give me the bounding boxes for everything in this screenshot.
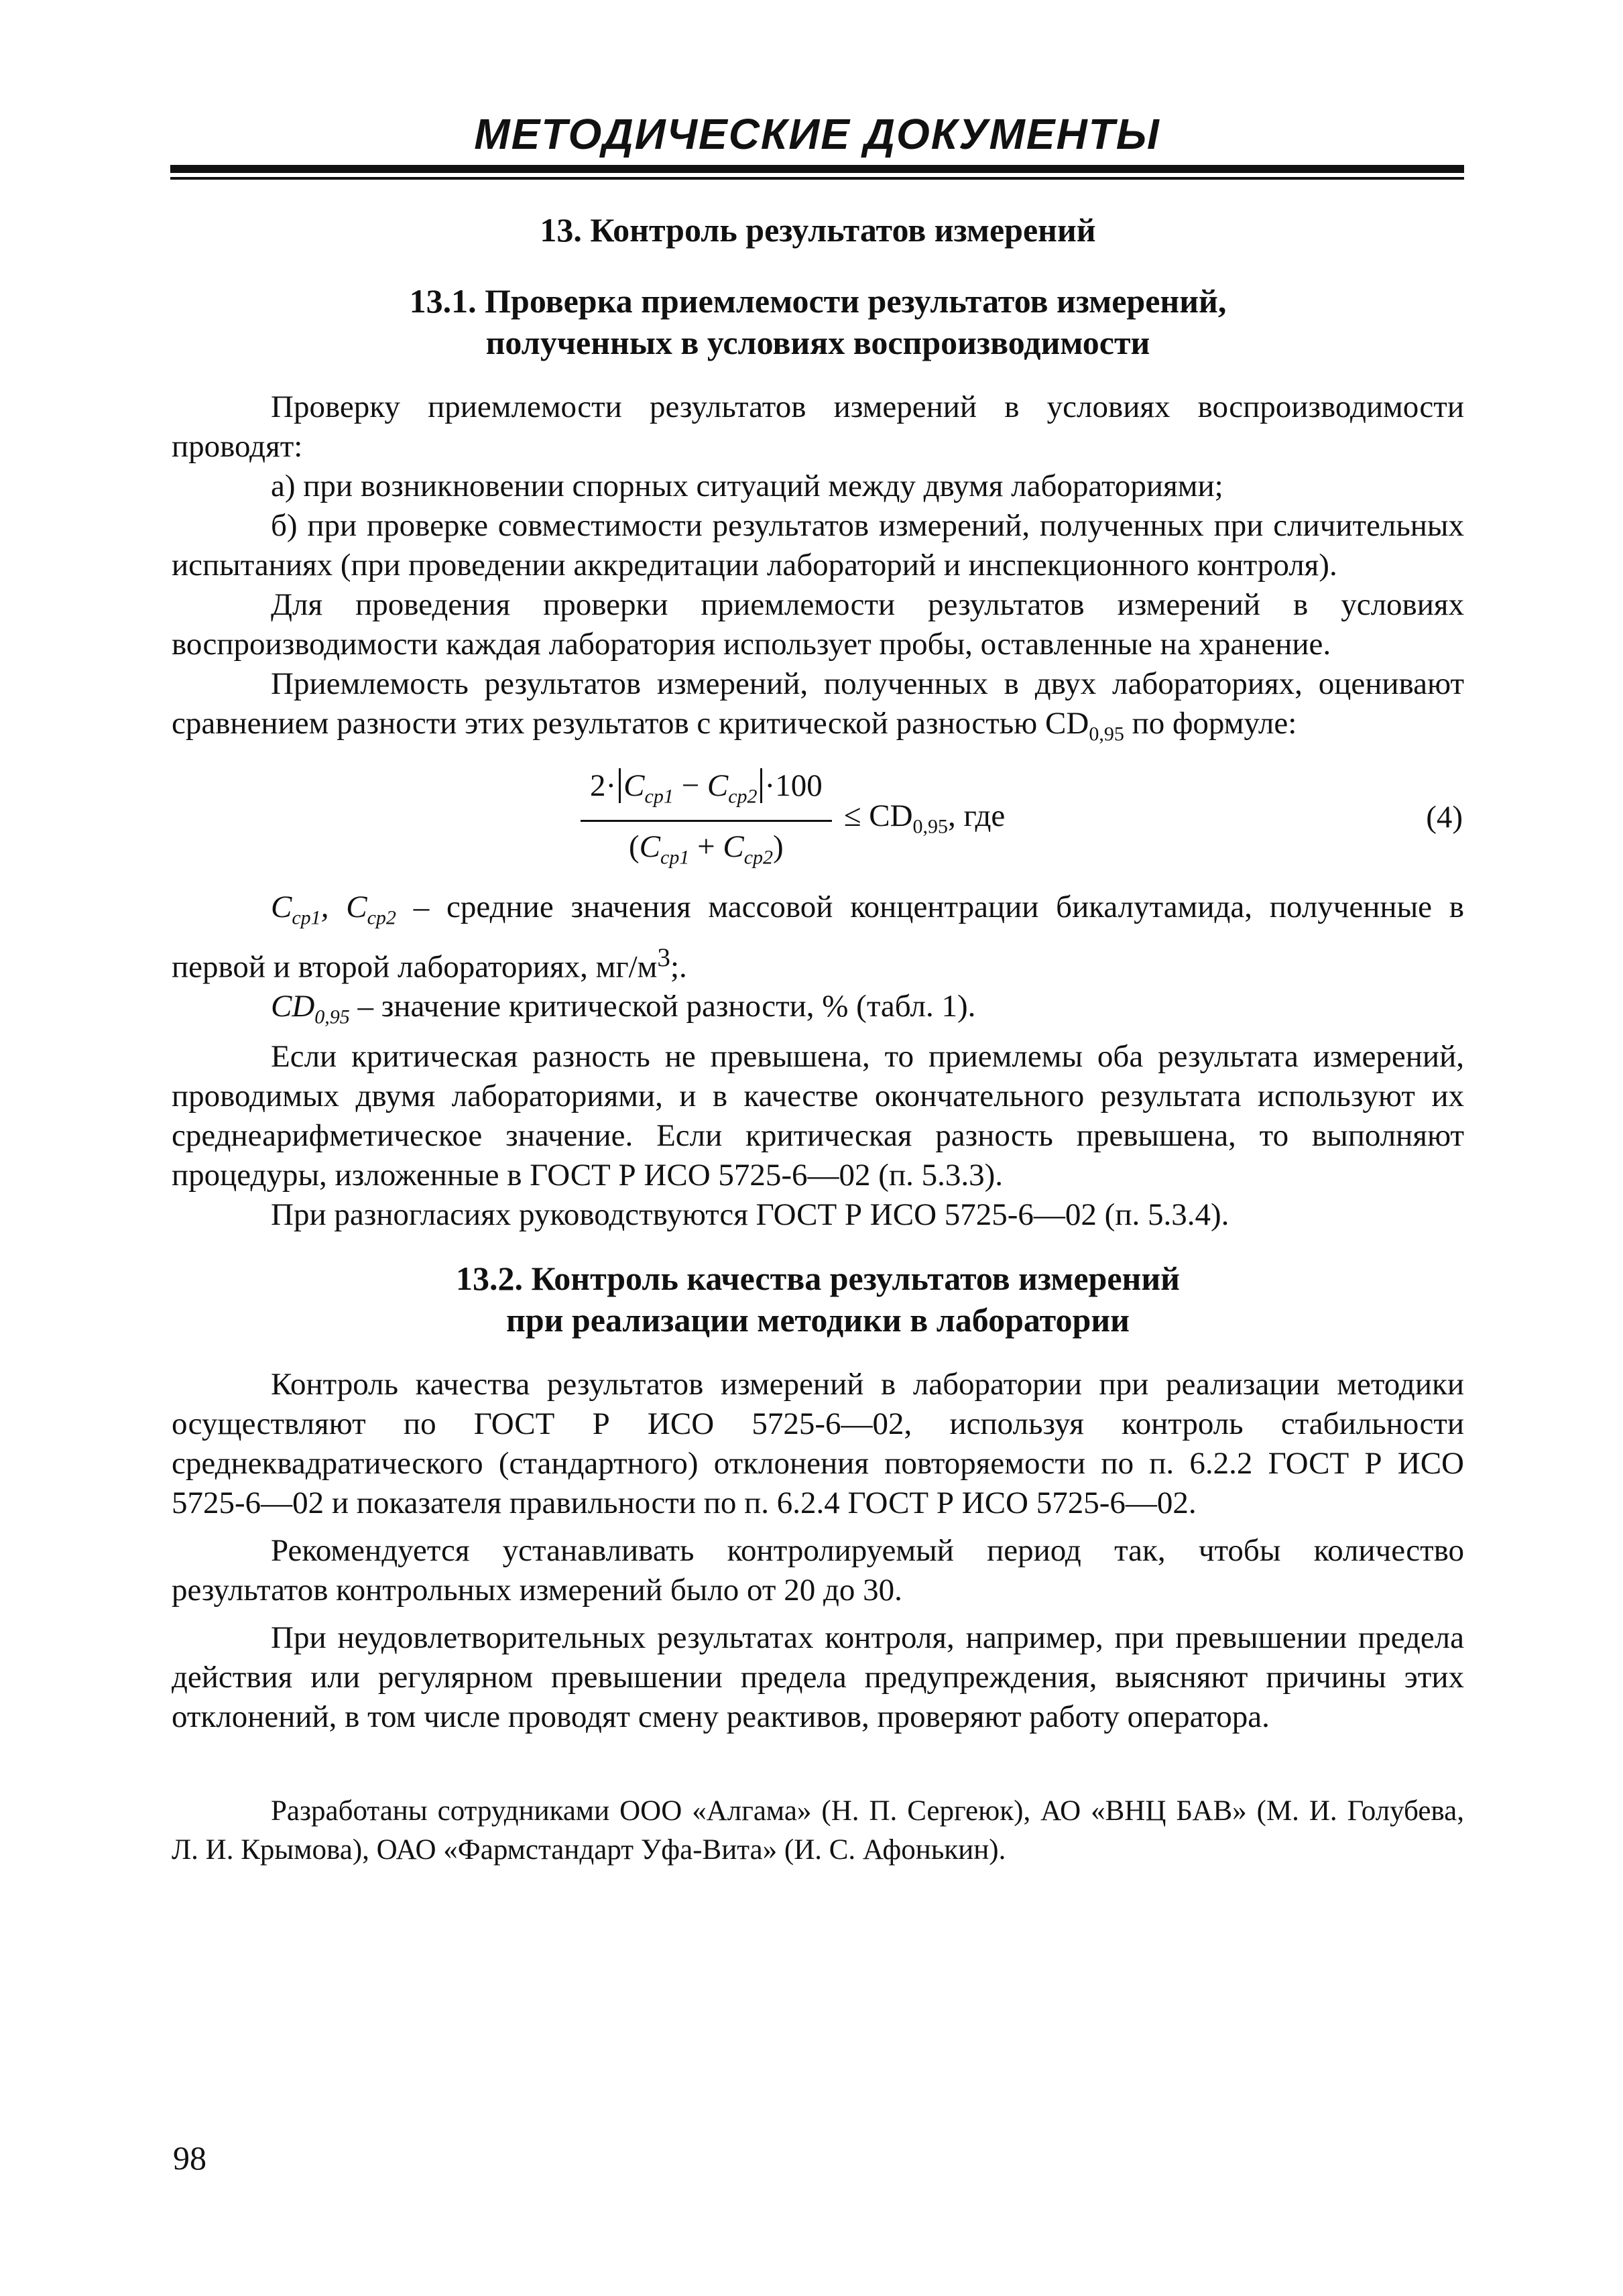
paragraph: Если критическая разность не превышена, то приемлемы оба результата измерений, проводимых двумя лабораториями, и в качестве окончательного результата используют их среднеарифметическое значение. Если критическая разность превышена, то выполняют процедуры, изложенные в ГОСТ Р ИСО 5725-6—02 (п. 5.3.3). xyxy=(172,1038,1464,1193)
operator: − xyxy=(673,768,707,803)
paragraph: Для проведения проверки приемлемости результатов измерений в условиях воспроизводимости каждая лаборатория использует пробы, оставленные на хранение. xyxy=(172,587,1464,662)
variable: C xyxy=(346,890,367,925)
section-13-1-heading-line2: полученных в условиях воспроизводимости xyxy=(485,324,1150,361)
text: ( xyxy=(629,829,640,864)
formula-fraction xyxy=(581,766,832,878)
subscript: cp2 xyxy=(367,906,396,929)
variable: CD xyxy=(271,989,315,1024)
formula-numerator xyxy=(581,766,832,822)
formula-inequality xyxy=(844,796,1006,846)
spacer xyxy=(172,1610,1464,1618)
definition-critical-difference xyxy=(172,987,1464,1036)
subscript: cp2 xyxy=(743,846,774,869)
section-13-2-heading-line2: при реализации методики в лаборатории xyxy=(506,1301,1130,1339)
page-content xyxy=(172,209,1464,1870)
page-number: 98 xyxy=(173,2139,206,2177)
spacer xyxy=(172,1235,1464,1258)
formula-denominator xyxy=(629,822,784,877)
page-header xyxy=(170,107,1464,180)
operator: + xyxy=(689,829,723,864)
text: – средние значения массовой концентрации бикалутамида, полученные в первой и второй лабораториях, мг/м xyxy=(172,890,1464,985)
text: 2· xyxy=(590,768,617,803)
subscript: cp1 xyxy=(292,906,321,929)
header-rule-thin xyxy=(170,177,1464,180)
variable: C xyxy=(639,829,661,864)
authors-note: Разработаны сотрудниками ООО «Алгама» (Н. П. Сергеюк), АО «ВНЦ БАВ» (М. И. Голубева, Л. И. Крымова), ОАО «Фармстандарт Уфа-Вита» (И. С. Афонькин). xyxy=(172,1795,1464,1866)
text: Приемлемость результатов измерений, полученных в двух лабораториях, оценивают сравнением разности этих результатов с критической разностью CD xyxy=(172,666,1464,741)
subscript: cp2 xyxy=(728,784,758,807)
subscript: cp1 xyxy=(644,784,674,807)
superscript: 3 xyxy=(657,943,670,972)
variable: C xyxy=(707,768,729,803)
paragraph: При неудовлетворительных результатах контроля, например, при превышении предела действия или регулярном превышении предела предупреждения, выясняют причины этих отклонений, в том числе проводят смену реактивов, проверяют работу оператора. xyxy=(172,1620,1464,1734)
spacer xyxy=(172,1523,1464,1531)
text: , где xyxy=(948,798,1006,834)
section-13-heading: 13. Контроль результатов измерений xyxy=(540,211,1096,249)
subscript: 0,95 xyxy=(1089,723,1124,745)
paragraph: Проверку приемлемости результатов измерений в условиях воспроизводимости проводят: xyxy=(172,389,1464,464)
variable: C xyxy=(271,890,292,925)
formula xyxy=(581,764,1005,878)
list-item-b: б) при проверке совместимости результатов измерений, полученных при сличительных испытаниях (при проведении аккредитации лабораторий и инспекционного контроля). xyxy=(172,508,1464,583)
subscript: 0,95 xyxy=(314,1006,350,1028)
section-13-1-heading xyxy=(172,280,1464,363)
subscript: 0,95 xyxy=(912,815,949,838)
subscript: cp1 xyxy=(660,846,690,869)
text: ·100 xyxy=(764,768,823,803)
formula-number: (4) xyxy=(1426,800,1463,835)
text: ;. xyxy=(670,949,687,985)
section-13-2-heading xyxy=(172,1258,1464,1341)
section-13-1-heading-line1: 13.1. Проверка приемлемости результатов измерений, xyxy=(409,282,1227,320)
running-header-title: МЕТОДИЧЕСКИЕ ДОКУМЕНТЫ xyxy=(474,110,1160,158)
text: по формуле: xyxy=(1124,706,1297,741)
formula-block xyxy=(172,764,1464,878)
variable: C xyxy=(723,829,744,864)
absolute-value xyxy=(619,768,762,807)
paragraph: При разногласиях руководствуются ГОСТ Р ИСО 5725-6—02 (п. 5.3.4). xyxy=(271,1197,1229,1232)
text: ≤ CD xyxy=(843,798,913,834)
text: ) xyxy=(773,829,784,864)
variable: C xyxy=(623,768,645,803)
definition-concentrations xyxy=(172,888,1464,987)
spacer xyxy=(172,1737,1464,1792)
paragraph-formula-intro xyxy=(172,664,1464,753)
paragraph: Контроль качества результатов измерений в лаборатории при реализации методики осуществляют по ГОСТ Р ИСО 5725-6—02, используя контроль стабильности среднеквадратического (стандартного) отклонения повторяемости по п. 6.2.2 ГОСТ Р ИСО 5725-6—02 и показателя правильности по п. 6.2.4 ГОСТ Р ИСО 5725-6—02. xyxy=(172,1366,1464,1520)
text: – значение критической разности, % (табл. 1). xyxy=(349,989,976,1024)
text: , xyxy=(320,890,347,925)
header-rule-thick xyxy=(170,165,1464,173)
list-item-a: а) при возникновении спорных ситуаций между двумя лабораториями; xyxy=(271,469,1223,503)
section-13-2-heading-line1: 13.2. Контроль качества результатов измерений xyxy=(456,1259,1180,1297)
paragraph: Рекомендуется устанавливать контролируемый период так, чтобы количество результатов контрольных измерений было от 20 до 30. xyxy=(172,1532,1464,1608)
